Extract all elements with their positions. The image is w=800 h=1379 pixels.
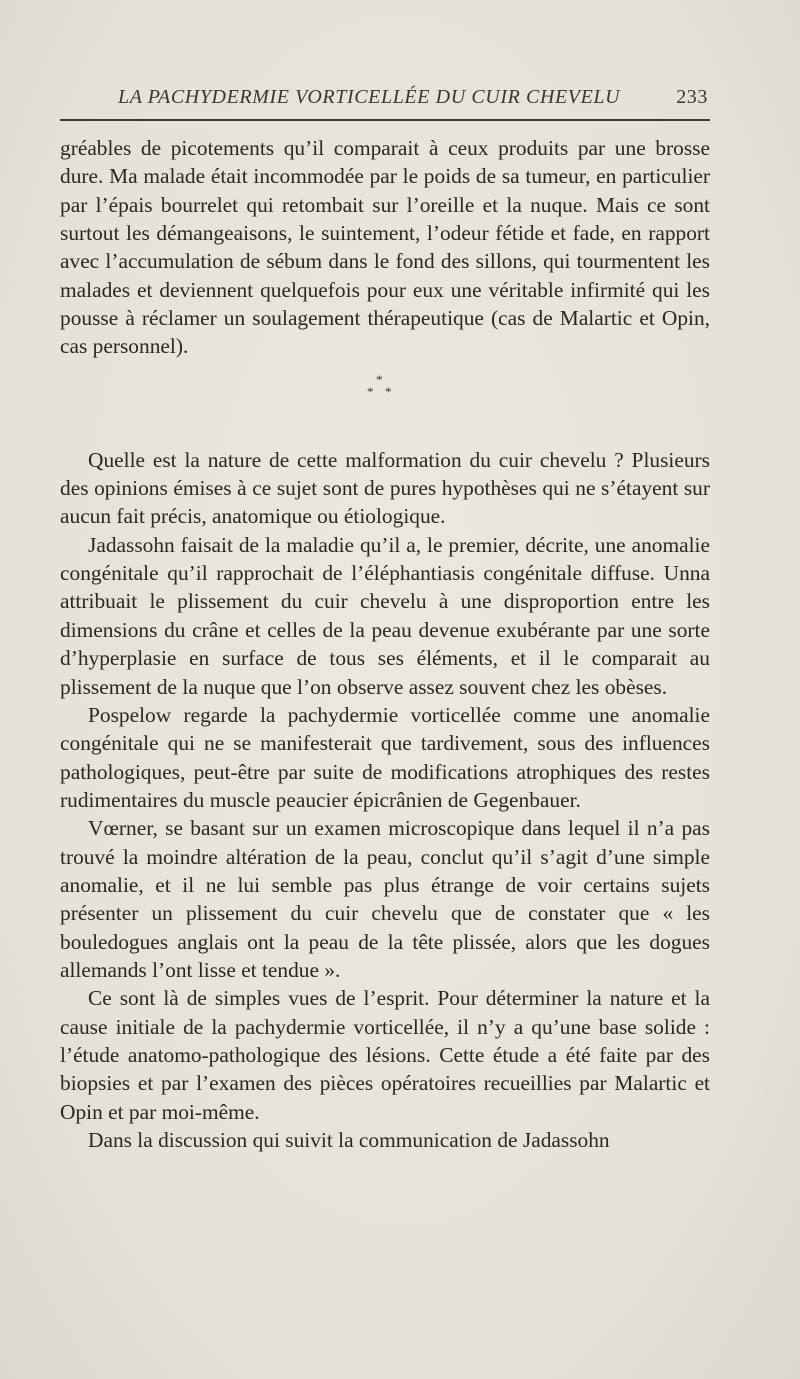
paragraph-6: Ce sont là de simples vues de l’esprit. Pour déterminer la nature et la cause initiale de la pachydermie vorticellée, il n’y a qu’une base solide : l’étude anatomo-pathologique des lésions. Cette étude a été faite par des biopsies et par l’examen des pièces opératoires recueillies par Malartic et Opin et par moi-même.: [60, 986, 710, 1124]
paragraph-4: Pospelow regarde la pachydermie vorticellée comme une anomalie congénitale qui ne se manifesterait que tardivement, sous des influences pathologiques, peut-être par suite de modifications atrophiques des restes rudimentaires du muscle peaucier épicrânien de Gegenbauer.: [60, 702, 710, 812]
paragraph-5: Vœrner, se basant sur un examen microscopique dans lequel il n’a pas trouvé la moindre altération de la peau, conclut qu’il s’agit d’une simple anomalie, et il ne lui semble pas plus étrange de voir certains sujets présenter un plissement du cuir chevelu que de constater que « les bouledogues anglais ont la peau de la tête plissée, alors que les dogues allemands l’ont lisse et tendue ».: [60, 816, 710, 982]
asterism-star-top: *: [376, 371, 383, 387]
asterism-star-left: *: [367, 383, 374, 399]
running-header: [60, 86, 710, 116]
section-asterism: [60, 361, 710, 446]
running-title: LA PACHYDERMIE VORTICELLÉE DU CUIR CHEVELU: [118, 86, 621, 108]
paragraph-2: Quelle est la nature de cette malformation du cuir chevelu ? Plusieurs des opinions émises à ce sujet sont de pures hypothèses qui ne s’étayent sur aucun fait précis, anatomique ou étiologique.: [60, 447, 710, 529]
paragraph-1: gréables de picotements qu’il comparait à ceux produits par une brosse dure. Ma malade était incommodée par le poids de sa tumeur, en particulier par l’épais bourrelet qui retombait sur l’oreille et la nuque. Mais ce sont surtout les démangeaisons, le suintement, l’odeur fétide et fade, en rapport avec l’accumulation de sébum dans le fond des sillons, qui tourmentent les malades et deviennent quelquefois pour eux une véritable infirmité qui les pousse à réclamer un soulagement thérapeutique (cas de Malartic et Opin, cas personnel).: [60, 136, 710, 359]
page-number: 233: [676, 86, 708, 108]
header-rule: [60, 119, 710, 121]
paragraph-7: Dans la discussion qui suivit la communication de Jadassohn: [88, 1128, 610, 1152]
body-text: [60, 134, 710, 1154]
paragraph-3: Jadassohn faisait de la maladie qu’il a, le premier, décrite, une anomalie congénitale qu’il rapprochait de l’éléphantiasis congénitale diffuse. Unna attribuait le plissement du cuir chevelu à une disproportion entre les dimensions du crâne et celles de la peau devenue exubérante par une sorte d’hyperplasie en surface de tous ses éléments, et il le comparait au plissement de la nuque que l’on observe assez souvent chez les obèses.: [60, 532, 710, 699]
asterism-star-right: *: [385, 383, 392, 399]
